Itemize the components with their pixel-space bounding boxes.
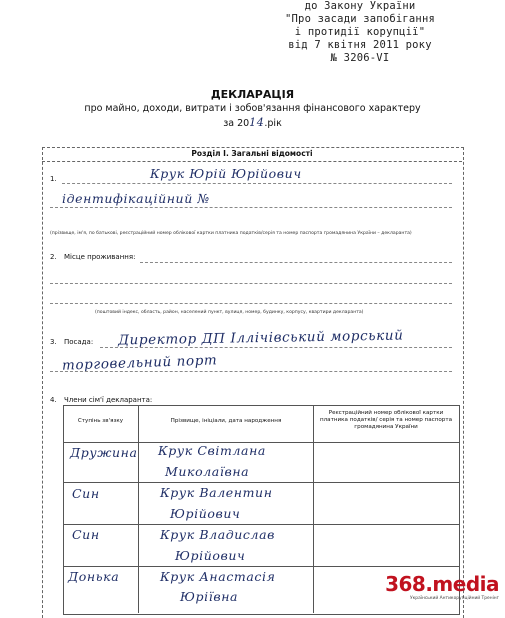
- table-cell-name: Крук Валентин: [160, 485, 273, 500]
- field-2-caption: (поштовий індекс, область, район, населений пункт, вулиця, номер, будинку, корпусу, квартири декларанта): [95, 310, 364, 315]
- table-cell-relation: Син: [72, 527, 100, 542]
- field-4-number: 4.: [50, 396, 57, 404]
- legal-header-line: від 7 квітня 2011 року: [288, 39, 432, 51]
- legal-header-line: "Про засади запобігання: [285, 13, 435, 25]
- field-2-label: Місце проживання:: [64, 253, 136, 261]
- field-1-line: [62, 183, 452, 184]
- document-subtitle: про майно, доходи, витрати і зобов'язання фінансового характеру: [84, 103, 421, 114]
- table-cell-name-line2: Миколаївна: [165, 464, 250, 479]
- table-cell-name-line2: Юрійович: [170, 506, 241, 521]
- field-3-position-handwritten: Директор ДП Іллічівський морський: [117, 327, 404, 349]
- field-4-label: Члени сім'ї декларанта:: [64, 396, 153, 404]
- field-2-line-2: [50, 283, 452, 284]
- legal-reference-header: [285, 0, 435, 65]
- table-header-name: Прізвище, ініціали, дата народження: [170, 418, 282, 424]
- year-prefix: за 20: [223, 118, 250, 129]
- table-cell-relation: Донька: [68, 569, 120, 584]
- field-3-line-2: [50, 371, 452, 372]
- table-header-tax-id: Реєстраційний номер облікової картки платника податків/ серія та номер паспорта громадянина України: [319, 410, 453, 430]
- field-2-line: [140, 262, 452, 263]
- declaration-year: [0, 116, 505, 129]
- table-cell-name: Крук Владислав: [160, 527, 276, 542]
- table-cell-name-line2: Юрійович: [175, 548, 246, 563]
- field-3-number: 3.: [50, 338, 57, 346]
- field-2-number: 2.: [50, 253, 57, 261]
- document-title: ДЕКЛАРАЦІЯ: [210, 88, 295, 101]
- table-column-divider: [313, 405, 314, 613]
- section-1-title: Розділ І. Загальні відомості: [42, 147, 462, 162]
- field-1-id-handwritten: ідентифікаційний №: [62, 191, 210, 206]
- field-2-line-3: [50, 303, 452, 304]
- table-header-relation: Ступінь зв'язку: [77, 418, 124, 424]
- field-3-position-handwritten-2: торговельний порт: [61, 352, 218, 374]
- legal-header-line: № 3206-VI: [330, 52, 390, 64]
- table-cell-name: Крук Світлана: [158, 443, 266, 458]
- table-row-divider: [63, 482, 459, 483]
- media-watermark: [385, 572, 499, 601]
- watermark-tagline: Український Антикорупційний Тренінг: [409, 596, 499, 601]
- year-handwritten: 14: [249, 116, 265, 129]
- table-cell-relation: Дружина: [70, 445, 138, 460]
- legal-header-line: і протидії корупції": [294, 26, 426, 38]
- legal-header-line: до Закону України: [304, 0, 416, 12]
- table-cell-relation: Син: [72, 486, 100, 501]
- field-1-caption: (прізвище, ім'я, по батькові, реєстраційний номер облікової картки платника податків/серія та номер паспорта громадянина України – декларанта): [50, 231, 412, 236]
- table-column-divider: [138, 405, 139, 613]
- field-3-line: [100, 347, 452, 348]
- field-1-number: 1.: [50, 175, 57, 183]
- year-suffix: .рік: [264, 118, 282, 129]
- field-1-name-handwritten: Крук Юрій Юрійович: [150, 166, 302, 181]
- table-cell-name: Крук Анастасія: [160, 569, 276, 584]
- field-1-line-2: [50, 207, 452, 208]
- table-row-divider: [63, 566, 459, 567]
- table-row-divider: [63, 524, 459, 525]
- table-cell-name-line2: Юріївна: [180, 589, 239, 604]
- watermark-logo: 368.media: [385, 572, 499, 596]
- field-3-label: Посада:: [64, 338, 94, 346]
